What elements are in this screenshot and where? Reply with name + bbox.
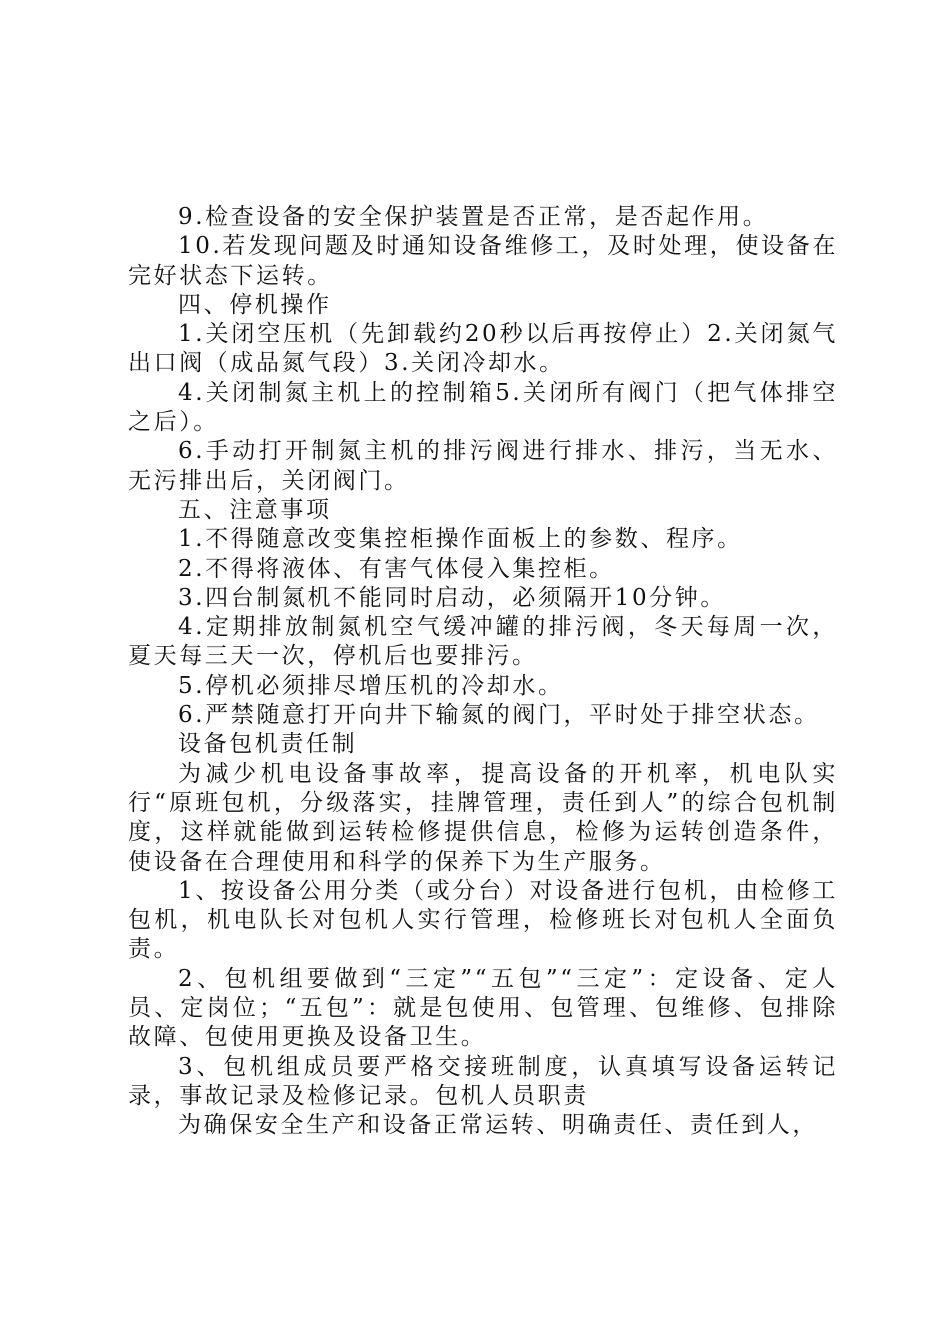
paragraph-shutdown-steps-4-5: 4.关闭制氮主机上的控制箱5.关闭所有阀门（把气体排空之后）。: [128, 379, 838, 436]
section-heading-equipment-responsibility: 设备包机责任制: [178, 731, 358, 758]
section-heading-shutdown: 四、停机操作: [178, 291, 332, 318]
responsibility-item-1: 1、按设备公用分类（或分台）对设备进行包机，由检修工包机，机电队长对包机人实行管理，检修班长对包机人全面负责。: [128, 877, 838, 963]
paragraph-item-10-notify-repair: 10.若发现问题及时通知设备维修工，及时处理，使设备在完好状态下运转。: [128, 233, 838, 289]
paragraph-duties-intro: 为确保安全生产和设备正常运转、明确责任、责任到人，: [178, 1112, 818, 1139]
precaution-item-6: 6.严禁随意打开向井下输氮的阀门，平时处于排空状态。: [178, 702, 820, 729]
precaution-item-5: 5.停机必须排尽增压机的冷却水。: [178, 672, 564, 699]
precaution-item-1: 1.不得随意改变集控柜操作面板上的参数、程序。: [178, 526, 743, 553]
section-heading-precautions: 五、注意事项: [178, 496, 332, 523]
document-body: [128, 203, 838, 1141]
paragraph-responsibility-intro: 为减少机电设备事故率，提高设备的开机率，机电队实行“原班包机，分级落实，挂牌管理，责任到人”的综合包机制度，这样就能做到运转检修提供信息，检修为运转创造条件，使设备在合理使用和科学的保养下为生产服务。: [128, 760, 838, 875]
precaution-item-3: 3.四台制氮机不能同时启动，必须隔开10分钟。: [178, 584, 727, 611]
responsibility-item-3: 3、包机组成员要严格交接班制度，认真填写设备运转记录，事故记录及检修记录。包机人员职责: [128, 1053, 838, 1109]
responsibility-item-2: 2、包机组要做到“三定”“五包”“三定”：定设备、定人员、定岗位；“五包”：就是包使用、包管理、包维修、包排除故障、包使用更换及设备卫生。: [128, 965, 838, 1051]
precaution-item-2: 2.不得将液体、有害气体侵入集控柜。: [178, 555, 615, 582]
paragraph-item-9-check-protection: 9.检查设备的安全保护装置是否正常，是否起作用。: [178, 204, 769, 230]
precaution-item-4: 4.定期排放制氮机空气缓冲罐的排污阀，冬天每周一次，夏天每三天一次，停机后也要排污。: [128, 614, 838, 670]
paragraph-shutdown-steps-1-3: 1.关闭空压机（先卸载约20秒以后再按停止）2.关闭氮气出口阀（成品氮气段）3.关闭冷却水。: [128, 321, 838, 377]
paragraph-shutdown-step-6: 6.手动打开制氮主机的排污阀进行排水、排污，当无水、无污排出后，关闭阀门。: [128, 438, 838, 494]
